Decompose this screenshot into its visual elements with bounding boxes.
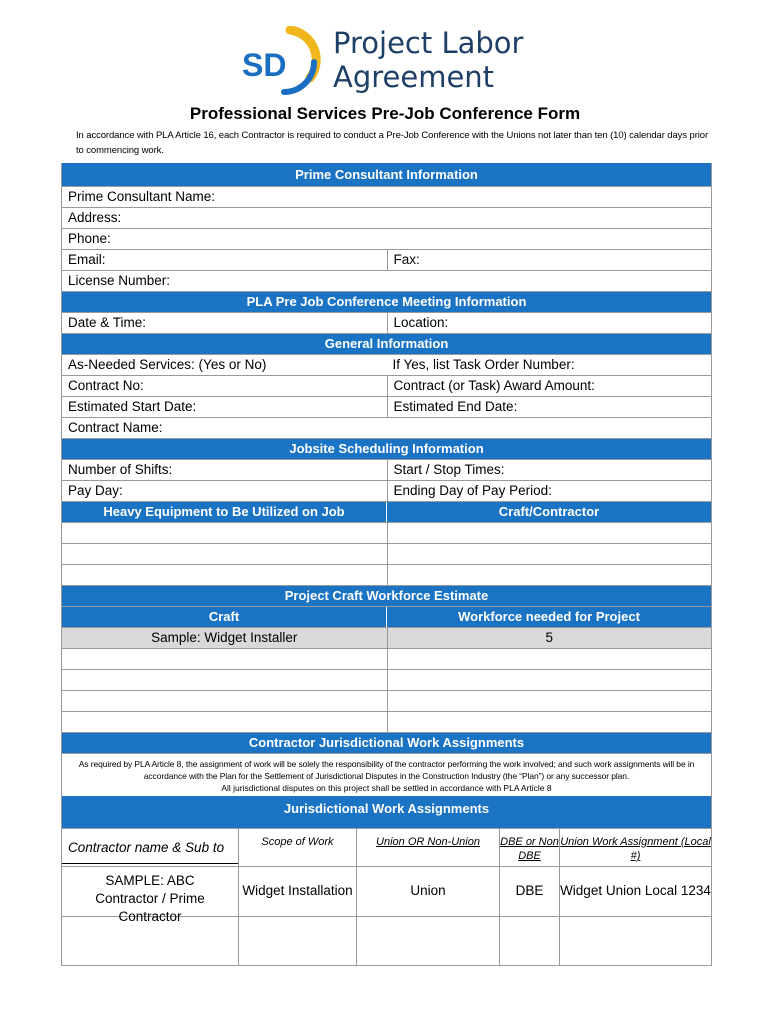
fax-field[interactable]: Fax: <box>387 250 712 270</box>
location-field[interactable]: Location: <box>387 313 712 333</box>
pla-logo <box>240 26 540 98</box>
scope-cell[interactable] <box>238 917 356 965</box>
workforce-row <box>62 670 711 691</box>
dbe-col-header: DBE or Non DBE <box>499 829 559 866</box>
equipment-row <box>62 544 711 565</box>
address-row <box>62 208 711 229</box>
workforce-col-header <box>62 607 711 628</box>
sample-count: 5 <box>387 628 712 648</box>
sample-union: Union <box>356 867 499 916</box>
craft-cell[interactable] <box>62 712 387 732</box>
address-field[interactable]: Address: <box>68 210 122 225</box>
workforce-cell[interactable] <box>387 670 712 690</box>
sample-contractor-line-2: Contractor / Prime Contractor <box>95 891 205 924</box>
contract-name-row <box>62 418 711 439</box>
jurisdictional-note: As required by PLA Article 8, the assignment of work will be solely the responsibility of the contractor performing the work involved; and such work assignments will be in accordance with the Plan for the Settlement of Jurisdictional Disputes in the Construction Industry (the “Plan”) or any successor plan. <box>78 759 695 781</box>
equipment-cell[interactable] <box>62 565 387 585</box>
sample-contractor-line-1: SAMPLE: ABC <box>105 873 195 888</box>
workforce-needed-col-header: Workforce needed for Project <box>386 607 711 627</box>
union-col-header: Union OR Non-Union <box>356 829 499 866</box>
workforce-cell[interactable] <box>387 649 712 669</box>
assignments-row <box>62 917 711 966</box>
workforce-row <box>62 691 711 712</box>
start-stop-field[interactable]: Start / Stop Times: <box>387 460 712 480</box>
sample-dbe: DBE <box>499 867 559 916</box>
workforce-row <box>62 649 711 670</box>
contract-name-field[interactable]: Contract Name: <box>68 420 163 435</box>
as-needed-field[interactable]: As-Needed Services: (Yes or No) <box>68 357 267 372</box>
conference-form <box>61 163 712 966</box>
craft-cell[interactable] <box>62 649 387 669</box>
scope-col-header: Scope of Work <box>238 829 356 866</box>
logo-mark-text: SD <box>242 47 287 83</box>
assignment-col-header: Union Work Assignment (Local #) <box>559 829 711 866</box>
prime-name-field[interactable]: Prime Consultant Name: <box>68 189 216 204</box>
equipment-cell[interactable] <box>62 544 387 564</box>
as-needed-row <box>62 355 711 376</box>
equipment-row <box>62 523 711 544</box>
assignments-column-headers <box>62 829 711 867</box>
assignments-sample-row <box>62 867 711 924</box>
workforce-cell[interactable] <box>387 691 712 711</box>
email-fax-row <box>62 250 711 271</box>
craft-contractor-cell[interactable] <box>387 565 712 585</box>
form-title: Professional Services Pre-Job Conference Form <box>189 104 581 123</box>
award-amount-field[interactable]: Contract (or Task) Award Amount: <box>387 376 712 396</box>
craft-cell[interactable] <box>62 691 387 711</box>
prime-name-row <box>62 187 711 208</box>
craft-contractor-col-header: Craft/Contractor <box>386 502 711 522</box>
date-time-field[interactable]: Date & Time: <box>68 315 147 330</box>
email-field[interactable]: Email: <box>68 252 106 267</box>
shifts-field[interactable]: Number of Shifts: <box>68 462 173 477</box>
workforce-sample-row <box>62 628 711 649</box>
work-assignments-header: Jurisdictional Work Assignments <box>62 796 711 829</box>
start-date-field[interactable]: Estimated Start Date: <box>68 399 197 414</box>
equipment-cell[interactable] <box>62 523 387 543</box>
prime-consultant-header: Prime Consultant Information <box>62 163 711 187</box>
contract-no-field[interactable]: Contract No: <box>68 378 144 393</box>
sample-craft: Sample: Widget Installer <box>151 630 298 645</box>
end-date-field[interactable]: Estimated End Date: <box>387 397 712 417</box>
union-cell[interactable] <box>356 917 499 965</box>
license-row <box>62 271 711 292</box>
phone-row <box>62 229 711 250</box>
intro-text: In accordance with PLA Article 16, each Contractor is required to conduct a Pre-Job Conference with the Unions not later than ten (10) calendar days prior to commencing work. <box>76 130 709 156</box>
task-order-field[interactable]: If Yes, list Task Order Number: <box>392 357 575 372</box>
jurisdictional-header: Contractor Jurisdictional Work Assignments <box>62 733 711 754</box>
dbe-cell[interactable] <box>499 917 559 965</box>
phone-field[interactable]: Phone: <box>68 231 111 246</box>
ending-day-field[interactable]: Ending Day of Pay Period: <box>387 481 712 501</box>
jurisdictional-disputes-note: All jurisdictional disputes on this project shall be settled in accordance with PLA Article 8 <box>221 783 552 793</box>
license-number-field[interactable]: License Number: <box>68 273 171 288</box>
craft-col-header: Craft <box>208 609 240 624</box>
pay-row <box>62 481 711 502</box>
contract-row <box>62 376 711 397</box>
workforce-estimate-header: Project Craft Workforce Estimate <box>62 586 711 607</box>
craft-cell[interactable] <box>62 670 387 690</box>
logo-line-2: Agreement <box>333 60 495 94</box>
contractor-cell[interactable] <box>62 917 238 965</box>
sample-scope: Widget Installation <box>238 867 356 916</box>
sample-assignment: Widget Union Local 1234 <box>559 867 711 916</box>
sample-contractor <box>62 867 238 924</box>
contractor-col-header: Contractor name & Sub to <box>62 833 238 864</box>
pay-day-field[interactable]: Pay Day: <box>68 483 123 498</box>
jobsite-scheduling-header: Jobsite Scheduling Information <box>62 439 711 460</box>
equipment-col-header: Heavy Equipment to Be Utilized on Job <box>103 504 345 519</box>
craft-contractor-cell[interactable] <box>387 523 712 543</box>
logo-wordmark <box>333 26 523 94</box>
sd-logo-mark <box>240 26 332 98</box>
workforce-row <box>62 712 711 733</box>
workforce-cell[interactable] <box>387 712 712 732</box>
date-location-row <box>62 313 711 334</box>
shifts-row <box>62 460 711 481</box>
assignment-cell[interactable] <box>559 917 711 965</box>
equipment-header <box>62 502 711 523</box>
logo-line-1: Project Labor <box>333 26 524 60</box>
general-info-header: General Information <box>62 334 711 355</box>
meeting-info-header: PLA Pre Job Conference Meeting Information <box>62 292 711 313</box>
craft-contractor-cell[interactable] <box>387 544 712 564</box>
equipment-row <box>62 565 711 586</box>
dates-row <box>62 397 711 418</box>
